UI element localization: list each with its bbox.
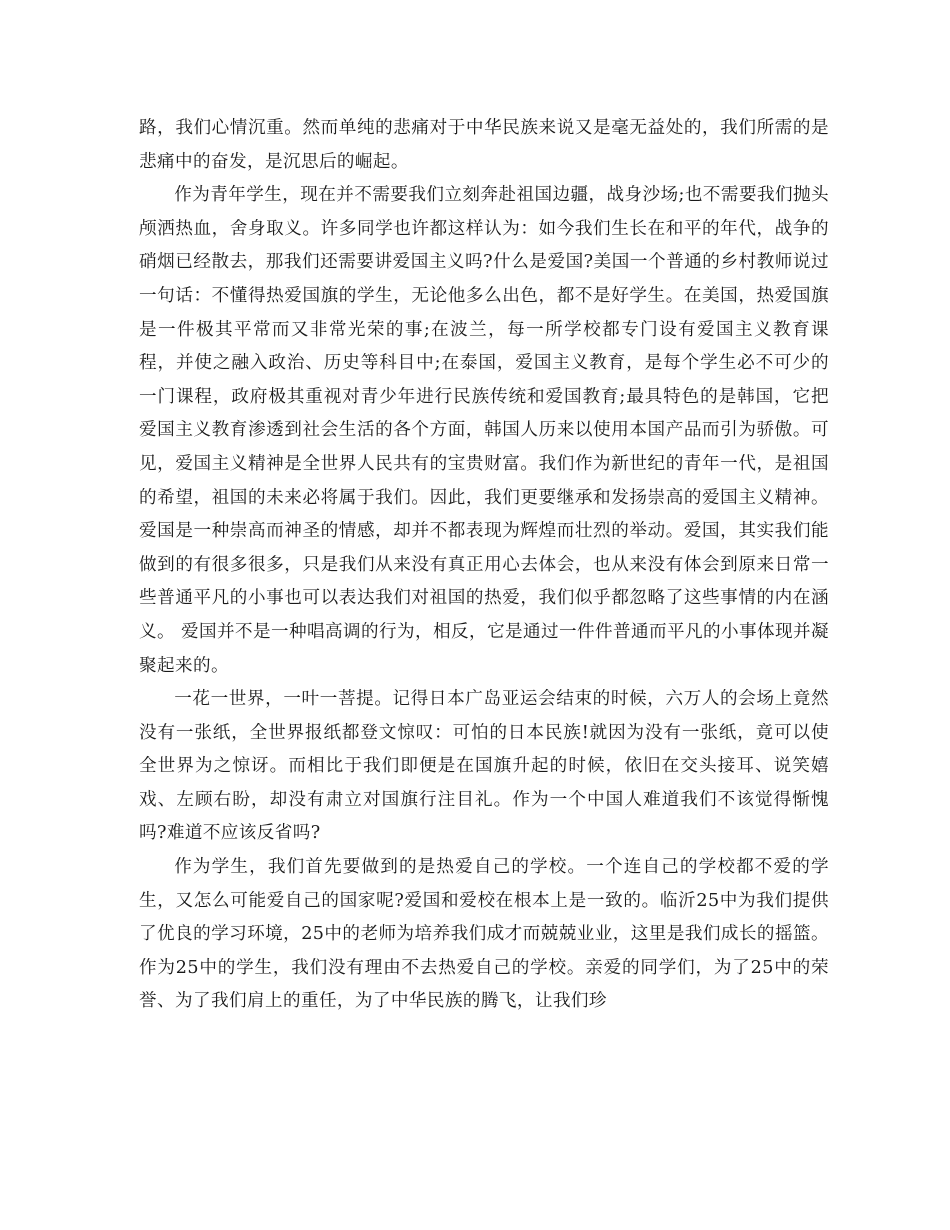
- paragraph-love-school: 作为学生，我们首先要做到的是热爱自己的学校。一个连自己的学校都不爱的学生，又怎么可能爱自己的国家呢?爱国和爱校在根本上是一致的。临沂25中为我们提供了优良的学习环境，25中的老师为培养我们成才而兢兢业业，这里是我们成长的摇篮。作为25中的学生，我们没有理由不去热爱自己的学校。亲爱的同学们，为了25中的荣誉、为了我们肩上的重任，为了中华民族的腾飞，让我们珍: [139, 857, 829, 1012]
- document-body: [139, 112, 829, 1019]
- paragraph-hiroshima-asian-games: 一花一世界，一叶一菩提。记得日本广岛亚运会结束的时候，六万人的会场上竟然没有一张纸，全世界报纸都登文惊叹：可怕的日本民族!就因为没有一张纸，竟可以使全世界为之惊讶。而相比于我们即便是在国旗升起的时候，依旧在交头接耳、说笑嬉戏、左顾右盼，却没有肃立对国旗行注目礼。作为一个中国人难道我们不该觉得惭愧吗?难道不应该反省吗?: [139, 689, 829, 844]
- paragraph-continuation: 路，我们心情沉重。然而单纯的悲痛对于中华民族来说又是毫无益处的，我们所需的是悲痛中的奋发，是沉思后的崛起。: [139, 118, 829, 172]
- paragraph-patriotism-students: 作为青年学生，现在并不需要我们立刻奔赴祖国边疆，战身沙场;也不需要我们抛头颅洒热血，舍身取义。许多同学也许都这样认为：如今我们生长在和平的年代，战争的硝烟已经散去，那我们还需要讲爱国主义吗?什么是爱国?美国一个普通的乡村教师说过一句话：不懂得热爱国旗的学生，无论他多么出色，都不是好学生。在美国，热爱国旗是一件极其平常而又非常光荣的事;在波兰，每一所学校都专门设有爱国主义教育课程，并使之融入政治、历史等科目中;在泰国，爱国主义教育，是每个学生必不可少的一门课程，政府极其重视对青少年进行民族传统和爱国教育;最具特色的是韩国，它把爱国主义教育渗透到社会生活的各个方面，韩国人历来以使用本国产品而引为骄傲。可见，爱国主义精神是全世界人民共有的宝贵财富。我们作为新世纪的青年一代，是祖国的希望，祖国的未来必将属于我们。因此，我们更要继承和发扬崇高的爱国主义精神。爱国是一种崇高而神圣的情感，却并不都表现为辉煌而壮烈的举动。爱国，其实我们能做到的有很多很多，只是我们从来没有真正用心去体会，也从来没有体会到原来日常一些普通平凡的小事也可以表达我们对祖国的热爱，我们似乎都忽略了这些事情的内在涵义。 爱国并不是一种唱高调的行为，相反，它是通过一件件普通而平凡的小事体现并凝聚起来的。: [139, 185, 829, 676]
